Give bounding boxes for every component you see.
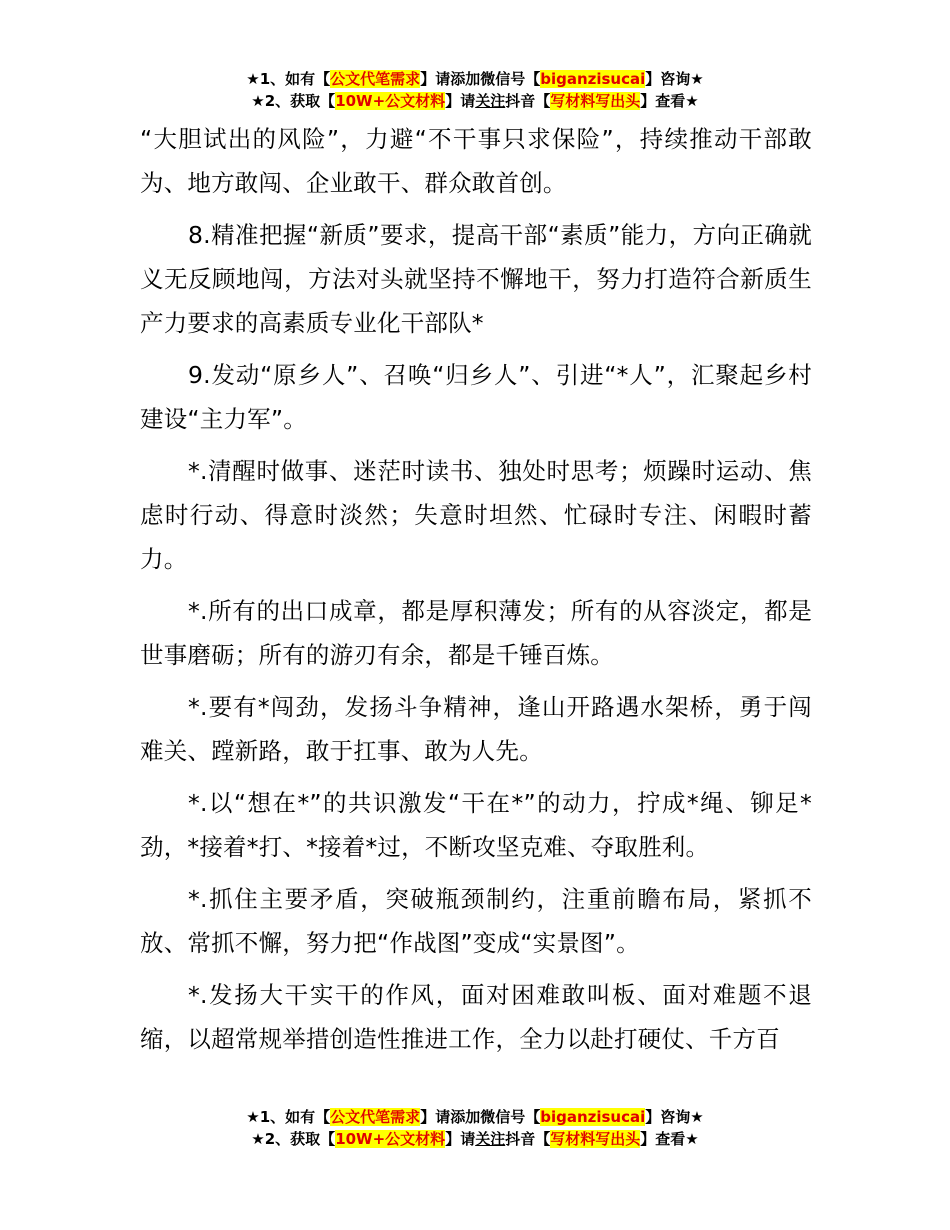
paragraph-item-9: 9.发动“原乡人”、召唤“归乡人”、引进“*人”，汇聚起乡村建设“主力军”。 bbox=[140, 361, 812, 433]
banner-text: ★2、获取【 bbox=[251, 1130, 336, 1148]
paragraph-item: *.要有*闯劲，发扬斗争精神，逢山开路遇水架桥，勇于闯难关、蹚新路，敢于扛事、敢为人先。 bbox=[140, 693, 812, 765]
banner-line-2 bbox=[0, 1128, 950, 1150]
highlight-wechat-id: biganzisucai bbox=[540, 1108, 646, 1126]
banner-text: ★1、如有【 bbox=[246, 1108, 331, 1126]
paragraph-item: *.所有的出口成章，都是厚积薄发；所有的从容淡定，都是世事磨砺；所有的游刃有余，都是千锤百炼。 bbox=[140, 597, 812, 669]
underlined-follow: 关注 bbox=[475, 92, 506, 110]
paragraph-item: *.发扬大干实干的作风，面对困难敢叫板、面对难题不退缩，以超常规举措创造性推进工作，全力以赴打硬仗、千方百 bbox=[140, 981, 812, 1053]
banner-text: ★1、如有【 bbox=[246, 70, 331, 88]
banner-text: 】请添加微信号【 bbox=[420, 70, 541, 88]
banner-text: 】查看★ bbox=[640, 92, 699, 110]
banner-text: 】请 bbox=[445, 1130, 476, 1148]
banner-text: 】查看★ bbox=[640, 1130, 699, 1148]
document-body bbox=[140, 117, 812, 1069]
highlight-douyin-account: 写材料写出头 bbox=[550, 1130, 641, 1148]
banner-text: 抖音【 bbox=[505, 92, 551, 110]
banner-line-2 bbox=[0, 90, 950, 112]
paragraph-continuation: “大胆试出的风险”，力避“不干事只求保险”，持续推动干部敢为、地方敢闯、企业敢干、群众敢首创。 bbox=[140, 125, 812, 197]
highlight-materials: 10W+公文材料 bbox=[335, 1130, 446, 1148]
paragraph-item: *.抓住主要矛盾，突破瓶颈制约，注重前瞻布局，紧抓不放、常抓不懈，努力把“作战图”变成“实景图”。 bbox=[140, 885, 812, 957]
highlight-douyin-account: 写材料写出头 bbox=[550, 92, 641, 110]
footer-banner bbox=[0, 1106, 950, 1150]
banner-text: 】咨询★ bbox=[645, 70, 704, 88]
paragraph-item-8: 8.精准把握“新质”要求，提高干部“素质”能力，方向正确就义无反顾地闯，方法对头就坚持不懈地干，努力打造符合新质生产力要求的高素质专业化干部队* bbox=[140, 221, 812, 337]
highlight-ghostwriting: 公文代笔需求 bbox=[330, 1108, 421, 1126]
banner-text: 】请 bbox=[445, 92, 476, 110]
header-banner bbox=[0, 68, 950, 112]
banner-text: ★2、获取【 bbox=[251, 92, 336, 110]
banner-text: 】请添加微信号【 bbox=[420, 1108, 541, 1126]
banner-line-1 bbox=[0, 1106, 950, 1128]
paragraph-item: *.以“想在*”的共识激发“干在*”的动力，拧成*绳、铆足*劲，*接着*打、*接着*过，不断攻坚克难、夺取胜利。 bbox=[140, 789, 812, 861]
underlined-follow: 关注 bbox=[475, 1130, 506, 1148]
highlight-materials: 10W+公文材料 bbox=[335, 92, 446, 110]
banner-text: 抖音【 bbox=[505, 1130, 551, 1148]
banner-text: 】咨询★ bbox=[645, 1108, 704, 1126]
highlight-wechat-id: biganzisucai bbox=[540, 70, 646, 88]
highlight-ghostwriting: 公文代笔需求 bbox=[330, 70, 421, 88]
paragraph-item: *.清醒时做事、迷茫时读书、独处时思考；烦躁时运动、焦虑时行动、得意时淡然；失意时坦然、忙碌时专注、闲暇时蓄力。 bbox=[140, 457, 812, 573]
banner-line-1 bbox=[0, 68, 950, 90]
